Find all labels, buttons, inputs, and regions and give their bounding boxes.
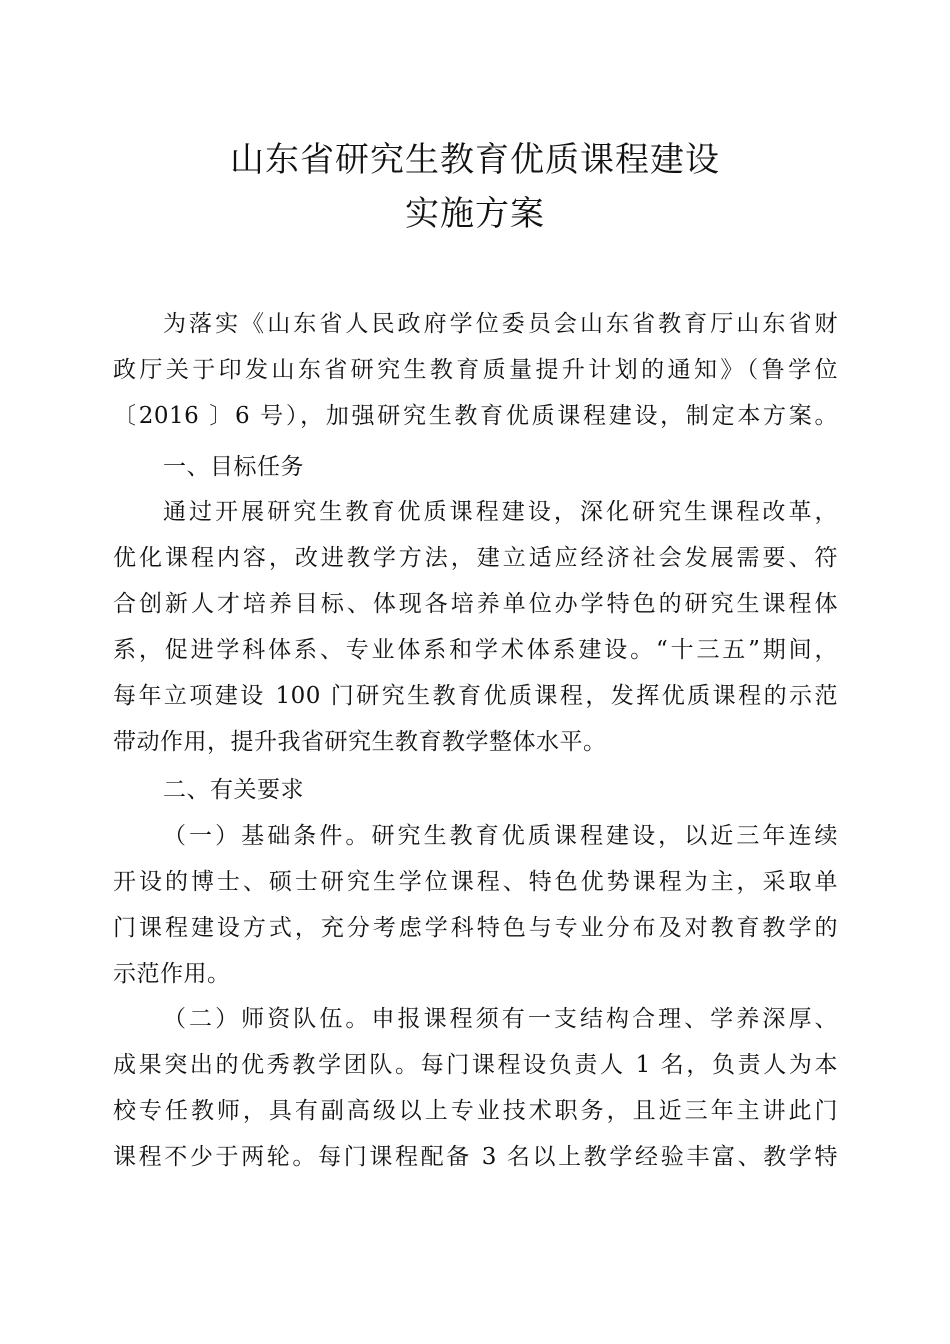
paragraph-line: 合创新人才培养目标、体现各培养单位办学特色的研究生课程体 [113,591,838,617]
paragraph-line: 通过开展研究生教育优质课程建设，深化研究生课程改革， [163,499,838,525]
paragraph-line: 系，促进学科体系、专业体系和学术体系建设。“十三五”期间， [113,637,838,663]
paragraph-line: 课程不少于两轮。每门课程配备 3 名以上教学经验丰富、教学特 [113,1144,838,1170]
paragraph-line: 优化课程内容，改进教学方法，建立适应经济社会发展需要、符 [113,545,838,571]
paragraph-line: 示范作用。 [113,961,231,987]
section-heading: 一、目标任务 [163,454,304,480]
paragraph-line: （一）基础条件。研究生教育优质课程建设，以近三年连续 [163,823,838,849]
paragraph-line: 政厅关于印发山东省研究生教育质量提升计划的通知》（鲁学位 [113,357,838,383]
document-title-line-2: 实施方案 [405,194,545,234]
paragraph-line: 〔2016 〕6 号），加强研究生教育优质课程建设，制定本方案。 [113,403,838,429]
paragraph-line: 为落实《山东省人民政府学位委员会山东省教育厅山东省财 [163,311,838,337]
paragraph-line: 带动作用，提升我省研究生教育教学整体水平。 [113,729,607,755]
paragraph-line: 开设的博士、硕士研究生学位课程、特色优势课程为主，采取单 [113,869,838,895]
paragraph-line: 门课程建设方式，充分考虑学科特色与专业分布及对教育教学的 [113,915,838,941]
paragraph-line: （二）师资队伍。申报课程须有一支结构合理、学养深厚、 [163,1006,838,1032]
paragraph-line: 成果突出的优秀教学团队。每门课程设负责人 1 名，负责人为本 [113,1052,838,1078]
document-title-line-1: 山东省研究生教育优质课程建设 [230,140,720,180]
paragraph-line: 校专任教师，具有副高级以上专业技术职务，且近三年主讲此门 [113,1098,838,1124]
section-heading: 二、有关要求 [163,777,304,803]
paragraph-line: 每年立项建设 100 门研究生教育优质课程，发挥优质课程的示范 [113,683,838,709]
